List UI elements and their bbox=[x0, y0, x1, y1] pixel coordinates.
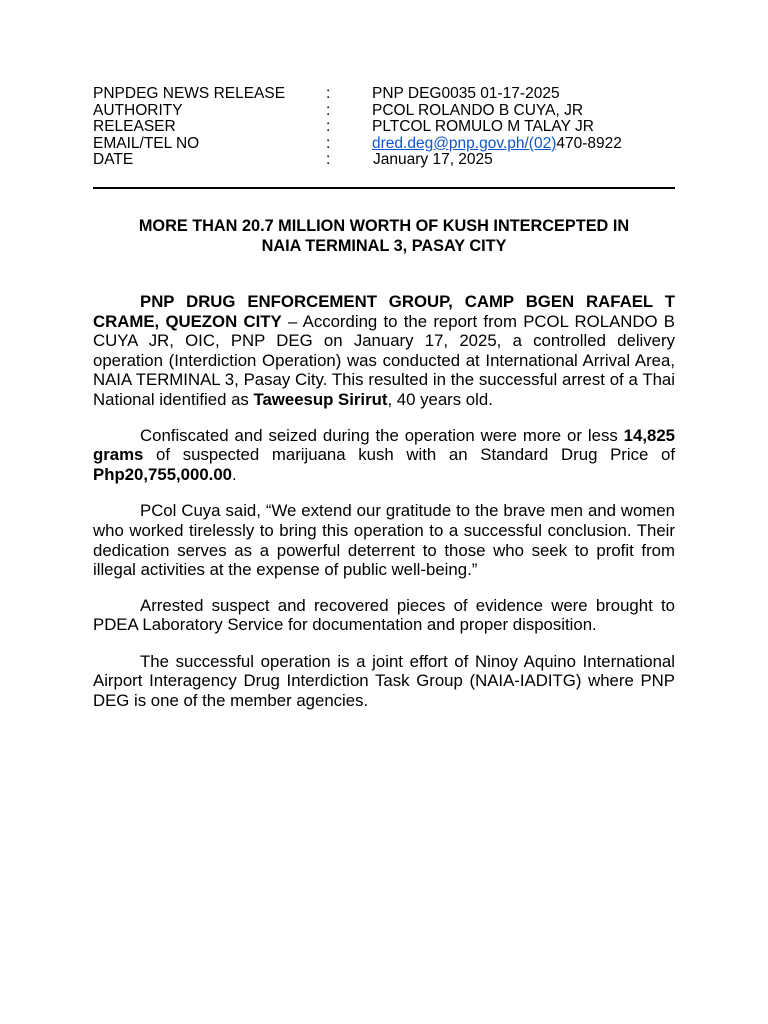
header-colon: : bbox=[326, 134, 331, 152]
paragraph-4: Arrested suspect and recovered pieces of evidence were brought to PDEA Laboratory Service for documentation and proper disposition. bbox=[93, 595, 675, 635]
seized-weight: 14,825 grams bbox=[93, 425, 675, 465]
header-colon: : bbox=[326, 101, 331, 119]
tel-number: 470-8922 bbox=[556, 134, 622, 152]
header-value: PLTCOL ROMULO M TALAY JR bbox=[372, 118, 594, 136]
paragraph-2-text-c: . bbox=[232, 464, 237, 484]
header-divider bbox=[93, 187, 675, 189]
header-colon: : bbox=[326, 85, 331, 102]
header-value: PCOL ROLANDO B CUYA, JR bbox=[372, 101, 584, 119]
paragraph-2 bbox=[93, 426, 675, 485]
header-value bbox=[372, 136, 675, 153]
paragraph-5: The successful operation is a joint effort of Ninoy Aquino International Airport Interagency Drug Interdiction Task Group (NAIA-IADITG) where PNP DEG is one of the member agencies. bbox=[93, 651, 675, 711]
paragraph-1-text-a: – According to the report from PCOL ROLANDO B CUYA JR, OIC, PNP DEG on January 17, 2025, a controlled delivery operation (Interdiction Operation) was conducted at International Arrival Area, NAIA TERMINAL 3, Pasay City. This resulted in the successful arrest of a Thai National identified as bbox=[93, 311, 675, 409]
paragraph-1 bbox=[93, 292, 675, 410]
paragraph-3-quote: PCol Cuya said, “We extend our gratitude to the brave men and women who worked tirelessly to bring this operation to a successful conclusion. Their dedication serves as a powerful deterrent to those who seek to profit from illegal activities at the expense of public well-being.” bbox=[93, 501, 675, 580]
release-header bbox=[93, 86, 675, 169]
header-row-date bbox=[93, 152, 675, 169]
headline-line-2: NAIA TERMINAL 3, PASAY CITY bbox=[261, 236, 507, 255]
drug-price: Php20,755,000.00 bbox=[93, 464, 233, 484]
header-row-email-tel bbox=[93, 136, 675, 153]
paragraph-2-text-a: Confiscated and seized during the operation were more or less bbox=[140, 425, 624, 445]
news-release-page bbox=[93, 86, 675, 711]
paragraph-1-text-b: , 40 years old. bbox=[387, 389, 493, 409]
dateline: PNP DRUG ENFORCEMENT GROUP, CAMP BGEN RAFAEL T CRAME, QUEZON CITY bbox=[93, 291, 675, 331]
header-row-releaser bbox=[93, 119, 675, 136]
paragraph-2-text-b: of suspected marijuana kush with an Standard Drug Price of bbox=[143, 445, 675, 465]
header-colon: : bbox=[326, 151, 331, 169]
headline bbox=[93, 216, 675, 256]
header-label: AUTHORITY bbox=[93, 101, 183, 119]
header-label: RELEASER bbox=[93, 118, 176, 136]
header-row-release-no bbox=[93, 86, 675, 103]
headline-line-1: MORE THAN 20.7 MILLION WORTH OF KUSH INTERCEPTED IN bbox=[138, 216, 630, 235]
header-label: PNPDEG NEWS RELEASE bbox=[93, 85, 286, 102]
header-value: January 17, 2025 bbox=[373, 151, 493, 169]
header-row-authority bbox=[93, 103, 675, 120]
header-label: EMAIL/TEL NO bbox=[93, 134, 200, 152]
suspect-name: Taweesup Sirirut bbox=[253, 389, 388, 409]
header-label: DATE bbox=[93, 151, 134, 169]
email-link[interactable]: dred.deg@pnp.gov.ph/(02) bbox=[372, 134, 557, 152]
header-value: PNP DEG0035 01-17-2025 bbox=[372, 85, 560, 102]
header-colon: : bbox=[326, 118, 331, 136]
